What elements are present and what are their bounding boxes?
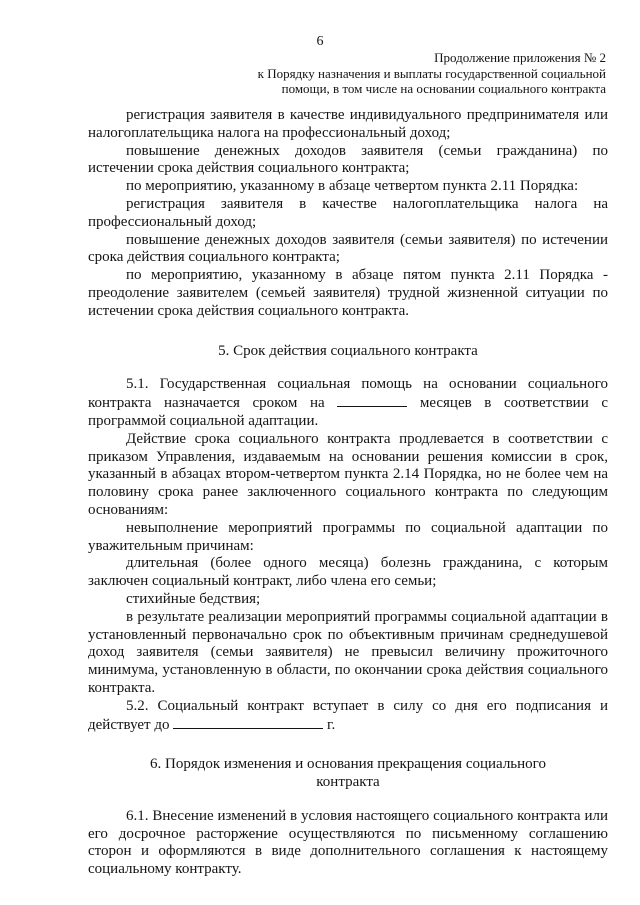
paragraph: повышение денежных доходов заявителя (семьи гражданина) по истечении срока действия социального контракта; — [88, 142, 608, 177]
header-line-3: помощи, в том числе на основании социального контракта — [281, 81, 606, 96]
document-body — [88, 107, 608, 879]
section-6-title — [88, 756, 608, 792]
paragraph-5-1-text-end: месяцев в соответствии с программой социальной адаптации. — [88, 395, 608, 429]
paragraph: регистрация заявителя в качестве индивидуального предпринимателя или налогоплательщика налога на профессиональный доход; — [88, 107, 608, 141]
section-6-title-line-2: контракта — [316, 774, 380, 791]
section-6-title-line-1: 6. Порядок изменения и основания прекращения социального — [150, 756, 546, 773]
term-months-blank — [337, 394, 407, 407]
paragraph-5-2-text-end: г. — [323, 716, 336, 733]
paragraph-6-1: 6.1. Внесение изменений в условия настоящего социального контракта или его досрочное расторжение осуществляются по письменному соглашению сторон и оформляются в виде дополнительного соглашения к настоящему социальному контракту. — [88, 807, 608, 878]
paragraph-5-2 — [88, 698, 608, 735]
header-line-1: Продолжение приложения № 2 — [434, 50, 606, 65]
paragraph: стихийные бедствия; — [126, 590, 261, 607]
valid-until-date-blank — [173, 716, 323, 729]
page-number: 6 — [316, 34, 324, 49]
header-line-2: к Порядку назначения и выплаты государственной социальной — [257, 65, 606, 81]
paragraph: Действие срока социального контракта продлевается в соответствии с приказом Управления, издаваемым на основании решения комиссии в срок, указанный в абзацах втором-четвертом пункта 2.14 Порядка, но не более чем на половину срока ранее заключенного социального контракта по следующим основаниям: — [88, 430, 608, 518]
paragraph: регистрация заявителя в качестве налогоплательщика налога на профессиональный доход; — [88, 195, 608, 230]
paragraph-5-1-text: 5.1. Государственная социальная помощь на основании социального контракта назначается сроком на — [88, 376, 608, 412]
section-5-title: 5. Срок действия социального контракта — [218, 342, 478, 359]
paragraph: по мероприятию, указанному в абзаце пятом пункта 2.11 Порядка - преодоление заявителем (семьей заявителя) трудной жизненной ситуации по истечении срока действия социального контракта. — [88, 267, 608, 319]
paragraph: невыполнение мероприятий программы по социальной адаптации по уважительным причинам: — [88, 519, 608, 554]
paragraph: повышение денежных доходов заявителя (семьи заявителя) по истечении срока действия социального контракта; — [88, 231, 608, 266]
paragraph: по мероприятию, указанному в абзаце четвертом пункта 2.11 Порядка: — [126, 178, 579, 195]
paragraph-5-1 — [88, 376, 608, 430]
appendix-header — [226, 50, 606, 97]
paragraph: длительная (более одного месяца) болезнь гражданина, с которым заключен социальный контракт, либо члена его семьи; — [88, 555, 608, 590]
paragraph: в результате реализации мероприятий программы социальной адаптации в установленный первоначально срок по объективным причинам среднедушевой доход заявителя (семьи заявителя) не превысил величину прожиточного минимума, установленную в области, по окончании срока действия социального контракта. — [88, 608, 608, 696]
paragraph-5-2-text: 5.2. Социальный контракт вступает в силу со дня его подписания и действует до — [88, 697, 608, 733]
